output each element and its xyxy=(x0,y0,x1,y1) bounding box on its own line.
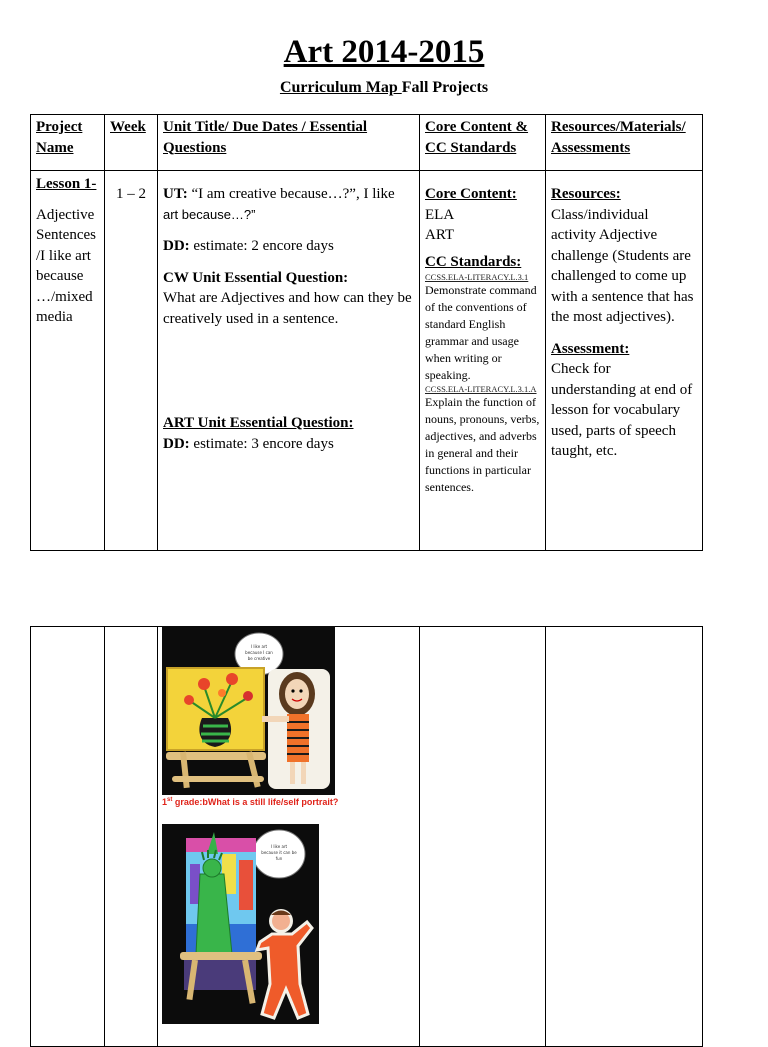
svg-text:I like art: I like art xyxy=(250,644,268,649)
core-content-label: Core Content: xyxy=(425,186,517,202)
standard-text-2: Explain the function of nouns, pronouns, verbs, adjectives, and adverbs in general and their functions in particular sentences. xyxy=(425,395,540,494)
project-description: Adjective Sentences /I like art because …/mixed media xyxy=(36,206,96,325)
due-date-2 xyxy=(163,434,414,455)
header-core-content: Core Content & CC Standards xyxy=(420,115,546,171)
ut-text-b: art because…?” xyxy=(163,206,256,222)
header-row xyxy=(31,115,703,171)
cc-standards-label: CC Standards: xyxy=(425,253,522,270)
project-name-cell xyxy=(31,171,105,551)
curriculum-table xyxy=(30,114,703,551)
empty-cell-5 xyxy=(546,627,703,1047)
standard-code-1: CCSS.ELA-LITERACY.L.3.1 xyxy=(425,272,529,282)
subtitle-underlined: Curriculum Map xyxy=(279,79,402,96)
svg-text:fun: fun xyxy=(275,856,283,861)
caption-grade-number: 1 xyxy=(162,797,168,807)
document-subtitle xyxy=(0,78,768,98)
svg-text:I like art: I like art xyxy=(270,844,288,849)
ut-text-a: “I am creative because…?”, I like xyxy=(191,186,395,202)
resources-text: Class/individual activity Adjective challenge (Students are challenged to come up with a sentence that has the most adjectives). xyxy=(551,206,694,325)
svg-text:because it can be: because it can be xyxy=(261,850,297,855)
core-item-art: ART xyxy=(425,227,455,243)
assessment-text: Check for understanding at end of lesson for vocabulary used, parts of speech taught, etc. xyxy=(551,361,693,459)
resources-label: Resources: xyxy=(551,186,621,202)
lesson-row xyxy=(31,171,703,551)
empty-cell-4 xyxy=(420,627,546,1047)
core-item-ela: ELA xyxy=(425,206,455,223)
unit-cell xyxy=(158,171,420,551)
document-title: Art 2014-2015 xyxy=(283,34,485,70)
empty-cell-2 xyxy=(105,627,158,1047)
due-date-1 xyxy=(163,236,414,257)
artwork-table xyxy=(30,626,703,1047)
student-artwork-liberty xyxy=(162,824,319,1024)
artwork-caption xyxy=(162,797,338,807)
ut-label: UT: xyxy=(163,186,188,202)
unit-title xyxy=(163,184,414,225)
dd2-label: DD: xyxy=(163,435,190,452)
svg-text:be creative: be creative xyxy=(247,656,271,661)
empty-cell-1 xyxy=(31,627,105,1047)
header-week: Week xyxy=(105,115,158,171)
core-content-cell xyxy=(420,171,546,551)
standard-code-2: CCSS.ELA-LITERACY.L.3.1.A xyxy=(425,384,537,394)
dd2-text: estimate: 3 encore days xyxy=(193,435,334,452)
cw-question-label: CW Unit Essential Question: xyxy=(163,269,349,286)
header-project-name: Project Name xyxy=(31,115,105,171)
resources-cell xyxy=(546,171,703,551)
subtitle-rest: Fall Projects xyxy=(401,79,489,96)
cw-question-text: What are Adjectives and how can they be creatively used in a sentence. xyxy=(163,290,412,327)
caption-superscript: st xyxy=(167,797,173,803)
header-unit-title: Unit Title/ Due Dates / Essential Questions xyxy=(158,115,420,171)
header-resources: Resources/Materials/ Assessments xyxy=(546,115,703,171)
standard-text-1: Demonstrate command of the conventions of standard English grammar and usage when writing or speaking. xyxy=(425,283,537,382)
student-artwork-still-life xyxy=(162,626,335,795)
lesson-label: Lesson 1- xyxy=(36,176,97,192)
dd1-label: DD: xyxy=(163,238,190,254)
assessment-label: Assessment: xyxy=(551,340,630,357)
week-cell: 1 – 2 xyxy=(105,171,158,551)
caption-text: grade:bWhat is a still life/self portrait? xyxy=(172,797,339,807)
svg-text:because I can: because I can xyxy=(245,650,273,655)
artwork-row xyxy=(31,627,703,1047)
art-question-label: ART Unit Essential Question: xyxy=(163,415,354,431)
dd1-text: estimate: 2 encore days xyxy=(193,238,334,254)
